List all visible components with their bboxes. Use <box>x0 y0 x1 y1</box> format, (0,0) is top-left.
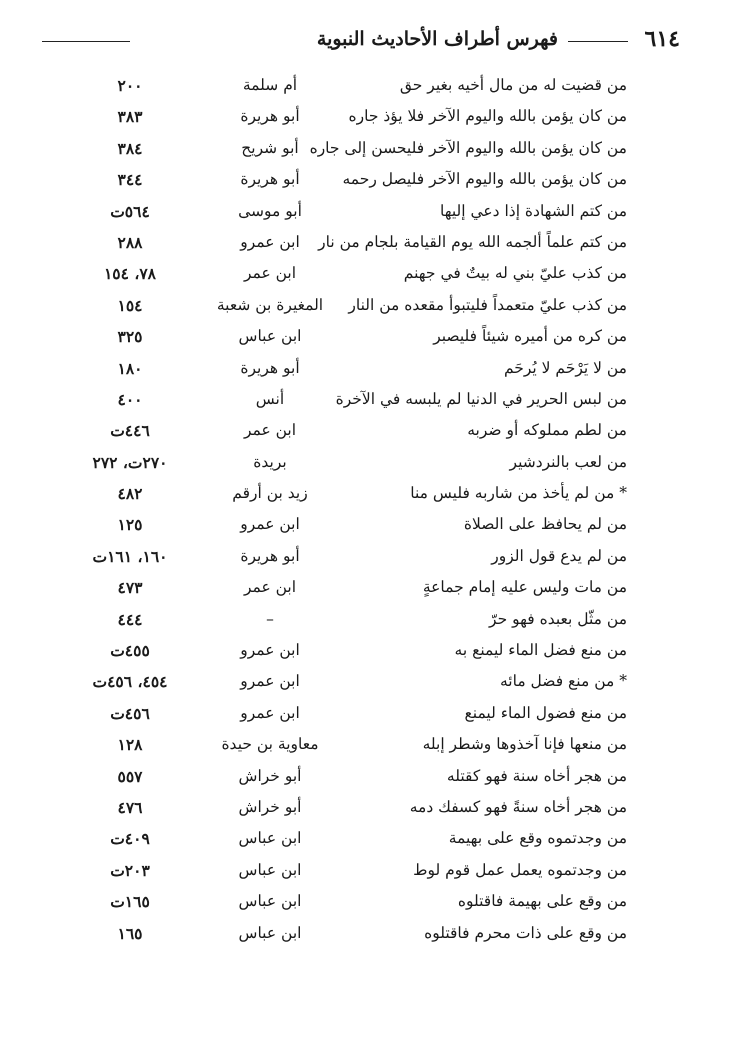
reference-numbers: ٤٠٩ت <box>110 829 150 849</box>
index-row <box>0 384 737 415</box>
index-row <box>0 196 737 227</box>
reference-numbers: ٣٨٤ <box>117 138 143 158</box>
index-row <box>0 572 737 603</box>
reference-numbers: ٤٤٤ <box>117 609 143 629</box>
hadith-text: من لم يدع قول الزور <box>491 546 627 565</box>
hadith-text: من وجدتموه يعمل عمل قوم لوط <box>413 860 627 879</box>
narrator-name: بريدة <box>253 452 287 471</box>
hadith-text: من كره من أميره شيئاً فليصبر <box>433 327 627 346</box>
reference-numbers: ٣٨٣ <box>117 107 143 127</box>
hadith-text: من كان يؤمن بالله واليوم الآخر فليحسن إلى جاره <box>309 138 627 157</box>
header-rule-left <box>42 41 130 42</box>
reference-numbers: ١٦٠، ١٦١ت <box>92 546 168 566</box>
hadith-text: من لم يحافظ على الصلاة <box>463 515 627 534</box>
narrator-name: أبو خراش <box>238 797 302 816</box>
reference-numbers: ٢٧٠ت، ٢٧٢ <box>92 452 168 472</box>
narrator-name: أم سلمة <box>242 76 298 94</box>
index-row <box>0 792 737 823</box>
reference-numbers: ٤٥٥ت <box>110 641 150 661</box>
index-row <box>0 855 737 886</box>
narrator-name: أبو شريح <box>241 138 299 157</box>
narrator-name: ابن عباس <box>238 923 302 942</box>
index-row <box>0 729 737 760</box>
narrator-name: ابن عمرو <box>240 703 300 722</box>
hadith-text: من مثّل بعبده فهو حرّ <box>489 609 627 628</box>
reference-numbers: ١٦٥ <box>117 923 143 943</box>
reference-numbers: ٤٥٦ت <box>110 703 150 723</box>
narrator-name: ابن عباس <box>238 892 302 911</box>
index-row <box>0 227 737 258</box>
narrator-name: ابن عمر <box>243 264 297 283</box>
narrator-name: ابن عباس <box>238 860 302 879</box>
hadith-text: من لعب بالنردشير <box>509 452 627 471</box>
index-row <box>0 415 737 446</box>
index-row <box>0 164 737 195</box>
reference-numbers: ٣٤٤ <box>117 170 143 190</box>
hadith-text: من منع فضول الماء ليمنع <box>464 703 627 722</box>
reference-numbers: ٤٧٦ <box>117 797 143 817</box>
hadith-text: من كتم الشهادة إذا دعي إليها <box>439 201 627 220</box>
narrator-name: أبو هريرة <box>240 170 300 189</box>
hadith-text: من كان يؤمن بالله واليوم الآخر فلا يؤذ جاره <box>348 107 627 126</box>
page-header <box>30 22 680 58</box>
narrator-name: ابن عمر <box>243 421 297 440</box>
index-row <box>0 918 737 949</box>
reference-numbers: ٤٠٠ <box>117 389 143 409</box>
narrator-name: زيد بن أرقم <box>232 484 308 503</box>
hadith-text: من كان يؤمن بالله واليوم الآخر فليصل رحمه <box>342 170 627 189</box>
hadith-text: من منع فضل الماء ليمنع به <box>454 641 627 660</box>
index-row <box>0 290 737 321</box>
hadith-text: من منعها فإنا آخذوها وشطر إبله <box>422 735 627 754</box>
reference-numbers: ٥٥٧ <box>117 766 143 786</box>
hadith-text: من مات وليس عليه إمام جماعةٍ <box>422 578 627 597</box>
narrator-name: ابن عمرو <box>240 232 300 251</box>
narrator-name: ابن عمر <box>243 578 297 597</box>
index-row <box>0 353 737 384</box>
hadith-text: من هجر أخاه سنة فهو كقتله <box>446 766 627 785</box>
reference-numbers: ١٦٥ت <box>110 892 150 912</box>
narrator-name: معاوية بن حيدة <box>221 735 319 754</box>
narrator-name: أنس <box>255 389 285 408</box>
hadith-text: من وقع على بهيمة فاقتلوه <box>457 892 627 911</box>
hadith-text: من وقع على ذات محرم فاقتلوه <box>424 923 627 942</box>
narrator-name: أبو هريرة <box>240 358 300 377</box>
reference-numbers: ١٢٨ <box>117 735 143 755</box>
hadith-text: من وجدتموه وقع على بهيمة <box>448 829 627 848</box>
index-row <box>0 133 737 164</box>
hadith-text: من لا يَرْحَم لا يُرحَم <box>503 358 627 377</box>
narrator-name: المغيرة بن شعبة <box>216 295 324 314</box>
reference-numbers: ٤٤٦ت <box>110 421 150 441</box>
index-row <box>0 604 737 635</box>
index-row <box>0 258 737 289</box>
narrator-name: ابن عمرو <box>240 515 300 534</box>
hadith-text: من لطم مملوكه أو ضربه <box>467 421 627 440</box>
index-row <box>0 509 737 540</box>
index-row <box>0 70 737 101</box>
hadith-text: من كتم علماً ألجمه الله يوم القيامة بلجام من نار <box>318 232 627 251</box>
index-row <box>0 761 737 792</box>
index-row <box>0 478 737 509</box>
index-row <box>0 666 737 697</box>
narrator-name: ابن عباس <box>238 327 302 346</box>
hadith-text: من كذب عليّ متعمداً فليتبوأ مقعده من النار <box>348 295 627 314</box>
narrator-name: أبو هريرة <box>240 546 300 565</box>
index-row <box>0 635 737 666</box>
reference-numbers: ٤٥٤، ٤٥٦ت <box>92 672 168 692</box>
reference-numbers: ٢٨٨ <box>117 232 143 252</box>
narrator-name: ابن عباس <box>238 829 302 848</box>
narrator-name: أبو خراش <box>238 766 302 785</box>
index-row <box>0 541 737 572</box>
page-number: ٦١٤ <box>644 26 680 52</box>
hadith-text: من لبس الحرير في الدنيا لم يلبسه في الآخرة <box>335 389 627 408</box>
hadith-text: من هجر أخاه سنةً فهو كسفك دمه <box>409 797 627 816</box>
hadith-text: * من لم يأخذ من شاربه فليس منا <box>410 484 627 503</box>
narrator-name: أبو موسى <box>238 201 302 220</box>
reference-numbers: ٧٨، ١٥٤ <box>103 264 157 284</box>
reference-numbers: ١٢٥ <box>117 515 143 535</box>
index-row <box>0 886 737 917</box>
reference-numbers: ١٥٤ <box>117 295 143 315</box>
reference-numbers: ١٨٠ <box>117 358 143 378</box>
index-row <box>0 101 737 132</box>
narrator-name: ابن عمرو <box>240 641 300 660</box>
narrator-name: أبو هريرة <box>240 107 300 126</box>
index-row <box>0 321 737 352</box>
header-rule-right <box>568 41 628 42</box>
reference-numbers: ٤٨٢ <box>117 484 143 504</box>
narrator-name: ابن عمرو <box>240 672 300 691</box>
reference-numbers: ٢٠٣ت <box>110 860 150 880</box>
reference-numbers: ٥٦٤ت <box>110 201 150 221</box>
reference-numbers: ٢٠٠ <box>117 76 143 95</box>
page-title: فهرس أطراف الأحاديث النبوية <box>316 28 558 50</box>
index-row <box>0 823 737 854</box>
narrator-name: – <box>266 609 274 628</box>
reference-numbers: ٣٢٥ <box>117 327 143 347</box>
index-table <box>0 70 737 949</box>
reference-numbers: ٤٧٣ <box>117 578 143 598</box>
hadith-text: * من منع فضل مائه <box>499 672 627 691</box>
hadith-text: من قضيت له من مال أخيه بغير حق <box>399 76 627 94</box>
index-row <box>0 447 737 478</box>
index-row <box>0 698 737 729</box>
hadith-text: من كذب عليّ بني له بيتٌ في جهنم <box>403 264 627 283</box>
